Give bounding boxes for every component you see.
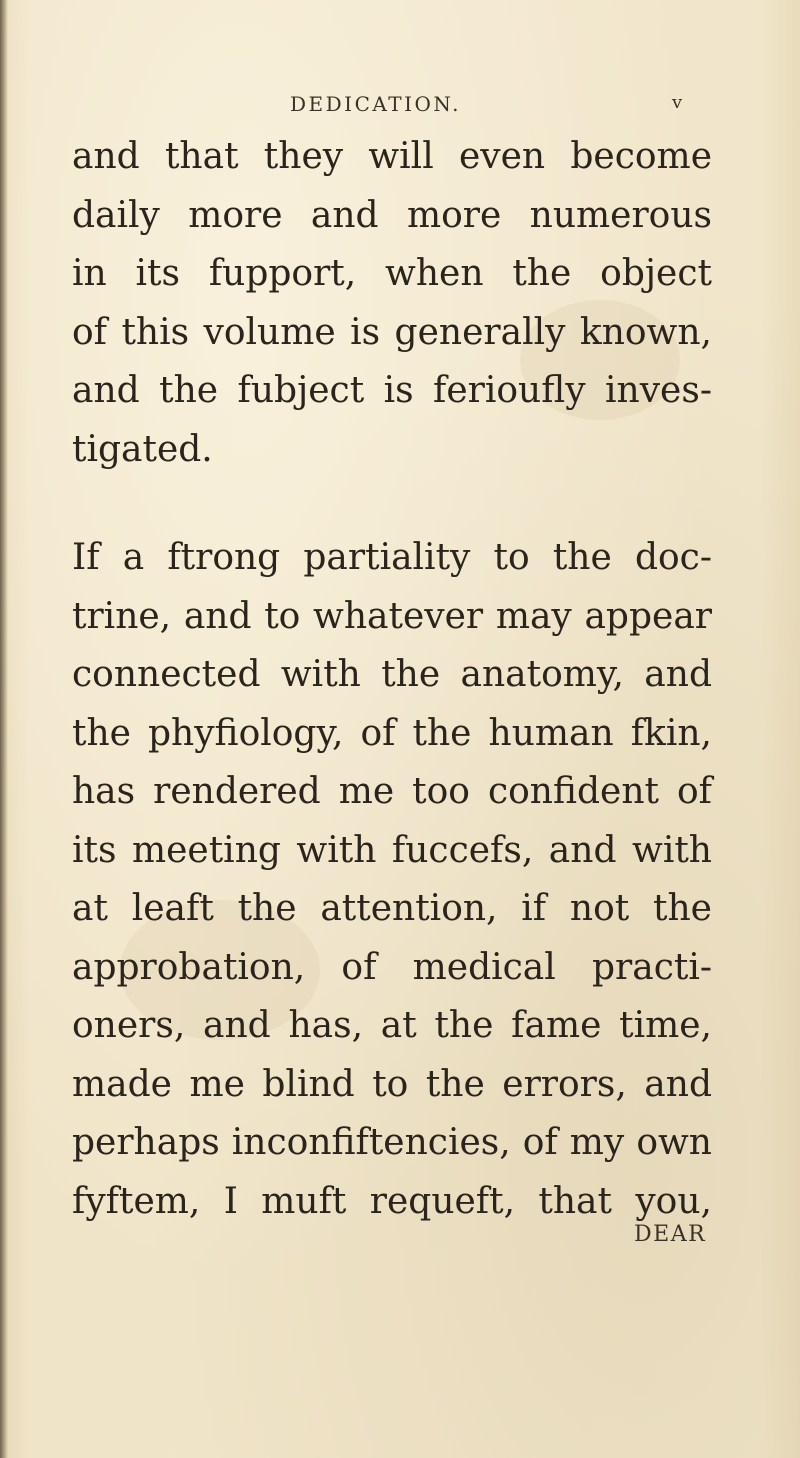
text-line: daily more and more numerous xyxy=(72,194,712,236)
paragraph-1 xyxy=(72,128,712,479)
text-line: fyftem, I muft requeft, that you, xyxy=(72,1180,712,1222)
text-line: If a ftrong partiality to the doc- xyxy=(72,537,712,578)
text-line: oners, and has, at the fame time, xyxy=(72,1005,712,1046)
text-line: connected with the anatomy, and xyxy=(72,654,712,695)
running-head xyxy=(0,92,800,122)
text-line: approbation, of medical practi- xyxy=(72,946,712,988)
text-line: trine, and to whatever may appear xyxy=(72,595,712,637)
text-line: in its fupport, when the object xyxy=(72,253,712,294)
text-line: the phyfiology, of the human fkin, xyxy=(72,712,712,754)
text-line: and that they will even become xyxy=(72,136,712,177)
paragraph-gap xyxy=(72,479,712,529)
text-line: has rendered me too confident of xyxy=(72,771,712,812)
text-line: its meeting with fuccefs, and with xyxy=(72,829,712,871)
catchword: DEAR xyxy=(634,1222,707,1247)
text-line: at leaft the attention, if not the xyxy=(72,888,712,929)
text-line: and the fubject is ferioufly inves- xyxy=(72,370,712,411)
paragraph-2 xyxy=(72,529,712,1231)
page-binding-edge xyxy=(0,0,8,1458)
text-line: of this volume is generally known, xyxy=(72,311,712,353)
text-line: made me blind to the errors, and xyxy=(72,1063,712,1105)
text-line: perhaps inconfiftencies, of my own xyxy=(72,1122,712,1163)
page-number: v xyxy=(672,92,683,113)
body-text xyxy=(72,128,712,1231)
running-head-title: DEDICATION. xyxy=(290,92,461,116)
text-line: tigated. xyxy=(72,428,213,470)
